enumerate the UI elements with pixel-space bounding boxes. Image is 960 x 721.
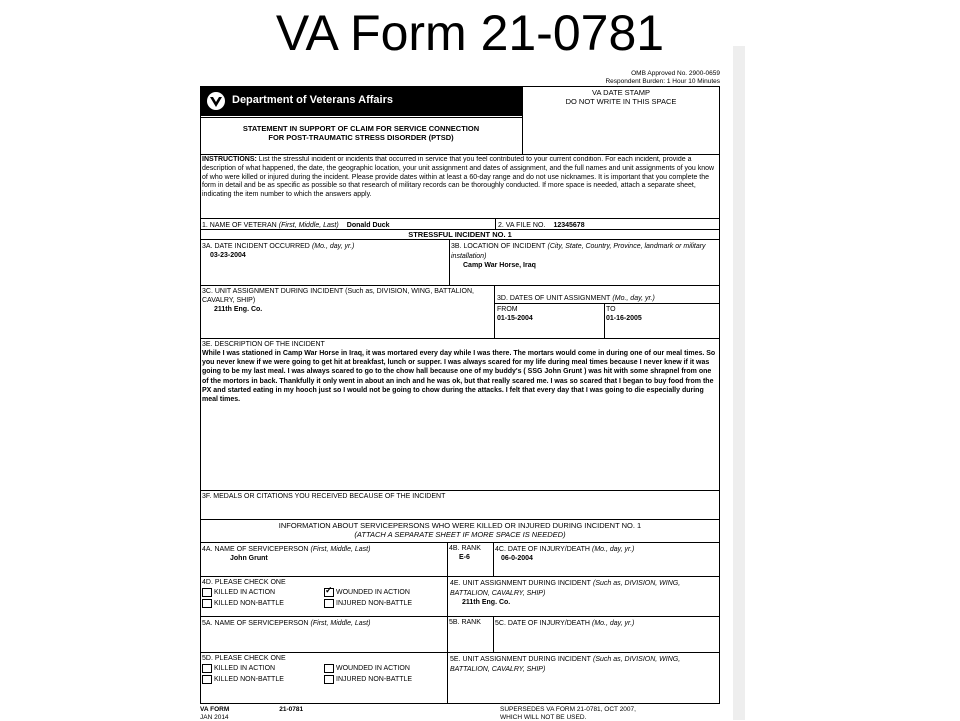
field-label: 4D. PLEASE CHECK ONE bbox=[202, 578, 447, 587]
va-seal-icon bbox=[206, 91, 226, 111]
rule bbox=[200, 338, 720, 339]
checkbox-wounded-in-action[interactable] bbox=[324, 587, 410, 597]
page-edge-shadow bbox=[733, 46, 745, 720]
rule bbox=[449, 239, 450, 285]
checkbox-icon bbox=[202, 588, 212, 597]
rule bbox=[494, 285, 495, 338]
rule bbox=[495, 303, 720, 304]
unit-dates-to-field[interactable] bbox=[606, 305, 716, 325]
field-hint: (First, Middle, Last) bbox=[311, 620, 371, 627]
veteran-name-value: Donald Duck bbox=[347, 222, 390, 229]
incident-location-field[interactable] bbox=[451, 241, 717, 283]
info-line-1: INFORMATION ABOUT SERVICEPERSONS WHO WERE KILLED OR INJURED DURING INCIDENT NO. 1 bbox=[200, 521, 720, 530]
checkbox-killed-non-battle[interactable] bbox=[202, 598, 284, 608]
rule bbox=[200, 239, 720, 240]
field-hint: (Mo., day, yr.) bbox=[612, 295, 654, 302]
omb-info bbox=[605, 70, 720, 85]
serviceperson-4-name-field[interactable] bbox=[202, 544, 445, 574]
rule bbox=[447, 616, 448, 652]
incident-title: STRESSFUL INCIDENT NO. 1 bbox=[200, 230, 720, 239]
rule bbox=[493, 616, 494, 652]
statement-line-1: STATEMENT IN SUPPORT OF CLAIM FOR SERVICE CONNECTION bbox=[200, 124, 522, 133]
respondent-burden: Respondent Burden: 1 Hour 10 Minutes bbox=[605, 78, 720, 86]
option-label: KILLED IN ACTION bbox=[214, 665, 275, 672]
checkbox-killed-in-action[interactable] bbox=[202, 663, 275, 673]
rule bbox=[604, 303, 605, 338]
checkbox-icon bbox=[202, 599, 212, 608]
checkbox-icon bbox=[324, 664, 334, 673]
rule bbox=[200, 616, 720, 617]
department-name: Department of Veterans Affairs bbox=[232, 93, 393, 107]
rule bbox=[200, 285, 720, 286]
checkbox-killed-non-battle[interactable] bbox=[202, 674, 284, 684]
rule bbox=[200, 154, 720, 155]
serviceperson-5-status bbox=[202, 654, 447, 690]
field-label: 3E. DESCRIPTION OF THE INCIDENT bbox=[202, 340, 717, 349]
rule bbox=[200, 86, 720, 87]
checkbox-icon bbox=[202, 675, 212, 684]
unit-dates-header bbox=[497, 293, 717, 302]
option-label: WOUNDED IN ACTION bbox=[336, 589, 410, 596]
stamp-line-2: DO NOT WRITE IN THIS SPACE bbox=[523, 97, 719, 106]
slide-title: VA Form 21-0781 bbox=[0, 2, 940, 64]
serviceperson-5-rank-field[interactable] bbox=[449, 618, 491, 648]
option-label: INJURED NON-BATTLE bbox=[336, 676, 412, 683]
rule bbox=[495, 218, 496, 229]
field-label: 5C. DATE OF INJURY/DEATH bbox=[495, 620, 590, 627]
rule bbox=[200, 576, 720, 577]
va-file-number-field[interactable] bbox=[498, 220, 718, 229]
serviceperson-4-unit-field[interactable] bbox=[450, 578, 717, 614]
rule bbox=[447, 652, 448, 703]
field-hint: (Mo., day, yr.) bbox=[592, 546, 634, 553]
serviceperson-4-rank-field[interactable] bbox=[449, 544, 491, 574]
field-hint: (Mo., day, yr.) bbox=[312, 243, 354, 250]
checkmark-icon bbox=[324, 588, 334, 597]
va-form-document bbox=[200, 70, 720, 720]
rule bbox=[719, 86, 720, 703]
veteran-name-field[interactable] bbox=[202, 220, 494, 229]
form-id bbox=[200, 706, 350, 721]
medals-field[interactable] bbox=[202, 492, 717, 518]
field-label: 2. VA FILE NO. bbox=[498, 222, 545, 229]
field-label: FROM bbox=[497, 305, 602, 314]
department-banner bbox=[200, 86, 522, 116]
field-label: 5D. PLEASE CHECK ONE bbox=[202, 654, 447, 663]
serviceperson-5-date-field[interactable] bbox=[495, 618, 717, 648]
field-hint: (Mo., day, yr.) bbox=[592, 620, 634, 627]
option-label: INJURED NON-BATTLE bbox=[336, 600, 412, 607]
supersedes-line-2: WHICH WILL NOT BE USED. bbox=[500, 714, 715, 721]
from-date-value: 01-15-2004 bbox=[497, 314, 602, 323]
omb-approved: OMB Approved No. 2900-0659 bbox=[605, 70, 720, 78]
field-label: 3A. DATE INCIDENT OCCURRED bbox=[202, 243, 310, 250]
field-hint: (First, Middle, Last) bbox=[279, 222, 339, 229]
serviceperson-4-status bbox=[202, 578, 447, 614]
form-number: 21-0781 bbox=[279, 706, 303, 713]
unit-dates-from-field[interactable] bbox=[497, 305, 602, 325]
va-date-stamp bbox=[523, 88, 719, 108]
serviceperson-4-name-value: John Grunt bbox=[230, 554, 445, 563]
checkbox-icon bbox=[324, 599, 334, 608]
checkbox-wounded-in-action[interactable] bbox=[324, 663, 410, 673]
serviceperson-4-date-field[interactable] bbox=[495, 544, 717, 574]
rule bbox=[200, 652, 720, 653]
field-label: 3B. LOCATION OF INCIDENT bbox=[451, 243, 545, 250]
instructions-label: INSTRUCTIONS: bbox=[202, 156, 257, 163]
option-label: KILLED NON-BATTLE bbox=[214, 676, 284, 683]
incident-date-field[interactable] bbox=[202, 241, 447, 283]
checkbox-injured-non-battle[interactable] bbox=[324, 598, 412, 608]
field-label: 5B. RANK bbox=[449, 618, 491, 627]
form-date: JAN 2014 bbox=[200, 714, 350, 721]
supersedes-note bbox=[500, 706, 715, 721]
field-label: 4B. RANK bbox=[449, 544, 491, 553]
va-file-number-value: 12345678 bbox=[553, 222, 584, 229]
instructions bbox=[202, 156, 717, 216]
rule bbox=[493, 542, 494, 576]
field-label: 3D. DATES OF UNIT ASSIGNMENT bbox=[497, 295, 610, 302]
option-label: KILLED IN ACTION bbox=[214, 589, 275, 596]
rule bbox=[200, 117, 522, 118]
rule bbox=[200, 86, 201, 703]
info-line-2: (ATTACH A SEPARATE SHEET IF MORE SPACE IS NEEDED) bbox=[200, 530, 720, 539]
incident-description-field[interactable] bbox=[202, 340, 717, 488]
instructions-text: List the stressful incident or incidents that occurred in service that you feel contributed to your current condition. For each incident, provide a description of what happened, the date, the geographic location, your unit assignment and dates of assignment, and the full names and unit assignments of you know of who were killed or injured during the incident. Please provide dates within at least a 60-day range and do not use nicknames. It is important that you complete the form in detail and be as specific as possible so that research of military records can be thoroughly conducted. If more space is needed, attach a separate sheet, indicating the item number to which the answers apply. bbox=[202, 156, 714, 198]
field-label: 4C. DATE OF INJURY/DEATH bbox=[495, 546, 590, 553]
rule bbox=[200, 218, 720, 219]
statement-line-2: FOR POST-TRAUMATIC STRESS DISORDER (PTSD) bbox=[200, 133, 522, 142]
field-hint: (Such as, DIVISION, WING, BATTALION, CAVALRY, SHIP) bbox=[450, 656, 680, 673]
rule bbox=[447, 542, 448, 576]
stamp-line-1: VA DATE STAMP bbox=[523, 88, 719, 97]
checkbox-killed-in-action[interactable] bbox=[202, 587, 275, 597]
field-hint: (First, Middle, Last) bbox=[311, 546, 371, 553]
checkbox-injured-non-battle[interactable] bbox=[324, 674, 412, 684]
field-label: 4A. NAME OF SERVICEPERSON bbox=[202, 546, 308, 553]
rule bbox=[447, 576, 448, 616]
supersedes-line-1: SUPERSEDES VA FORM 21-0781, OCT 2007, bbox=[500, 706, 715, 714]
rule bbox=[200, 542, 720, 543]
serviceperson-5-name-field[interactable] bbox=[202, 618, 445, 648]
incident-date-value: 03-23-2004 bbox=[210, 251, 447, 260]
incident-location-value: Camp War Horse, Iraq bbox=[463, 261, 717, 270]
field-label: TO bbox=[606, 305, 716, 314]
serviceperson-4-unit-value: 211th Eng. Co. bbox=[462, 598, 717, 607]
unit-assignment-value: 211th Eng. Co. bbox=[214, 305, 492, 314]
incident-description-value: While I was stationed in Camp War Horse in Iraq, it was mortared every day while I was there. The mortars would come in during one of our meal times. So you never knew if we were going to get hit at breakfast, lunch or supper. I was always scared for my life during meal times because I never knew if it was going to be my last meal. I was always scared to go to the chow hall because one of my buddy's ( SSG John Grunt ) was hit with some shrapnel from one of the mortors in back. Thankfully it only went in about an inch and he was ok, but that really scared me. I was so scared that I began to buy food from the PX and started eating in my hooch just so I would not be going to chow during the attacks. I felt that every day that I was going to die especially during meal times. bbox=[202, 349, 717, 404]
field-hint: (City, State, Country, Province, landmark or military installation) bbox=[451, 243, 706, 260]
field-label: 3F. MEDALS OR CITATIONS YOU RECEIVED BECAUSE OF THE INCIDENT bbox=[202, 492, 717, 501]
field-label: 4E. UNIT ASSIGNMENT DURING INCIDENT bbox=[450, 580, 591, 587]
injury-date-value: 06-0-2004 bbox=[501, 554, 717, 563]
rank-value: E-6 bbox=[459, 553, 491, 562]
checkbox-icon bbox=[202, 664, 212, 673]
field-hint: (Such as, DIVISION, WING, BATTALION, CAVALRY, SHIP) bbox=[450, 580, 680, 597]
to-date-value: 01-16-2005 bbox=[606, 314, 716, 323]
rule bbox=[200, 519, 720, 520]
rule bbox=[200, 490, 720, 491]
field-label: 3C. UNIT ASSIGNMENT DURING INCIDENT (Such as, DIVISION, WING, BATTALION, CAVALRY, SHIP) bbox=[202, 287, 492, 305]
rule bbox=[200, 703, 720, 704]
checkbox-icon bbox=[324, 675, 334, 684]
field-label: 5A. NAME OF SERVICEPERSON bbox=[202, 620, 308, 627]
field-label: 1. NAME OF VETERAN bbox=[202, 222, 277, 229]
form-label: VA FORM bbox=[200, 706, 229, 713]
servicepersons-info bbox=[200, 521, 720, 541]
statement-title bbox=[200, 124, 522, 150]
option-label: KILLED NON-BATTLE bbox=[214, 600, 284, 607]
field-label: 5E. UNIT ASSIGNMENT DURING INCIDENT bbox=[450, 656, 591, 663]
unit-assignment-field[interactable] bbox=[202, 287, 492, 337]
option-label: WOUNDED IN ACTION bbox=[336, 665, 410, 672]
serviceperson-5-unit-field[interactable] bbox=[450, 654, 717, 690]
